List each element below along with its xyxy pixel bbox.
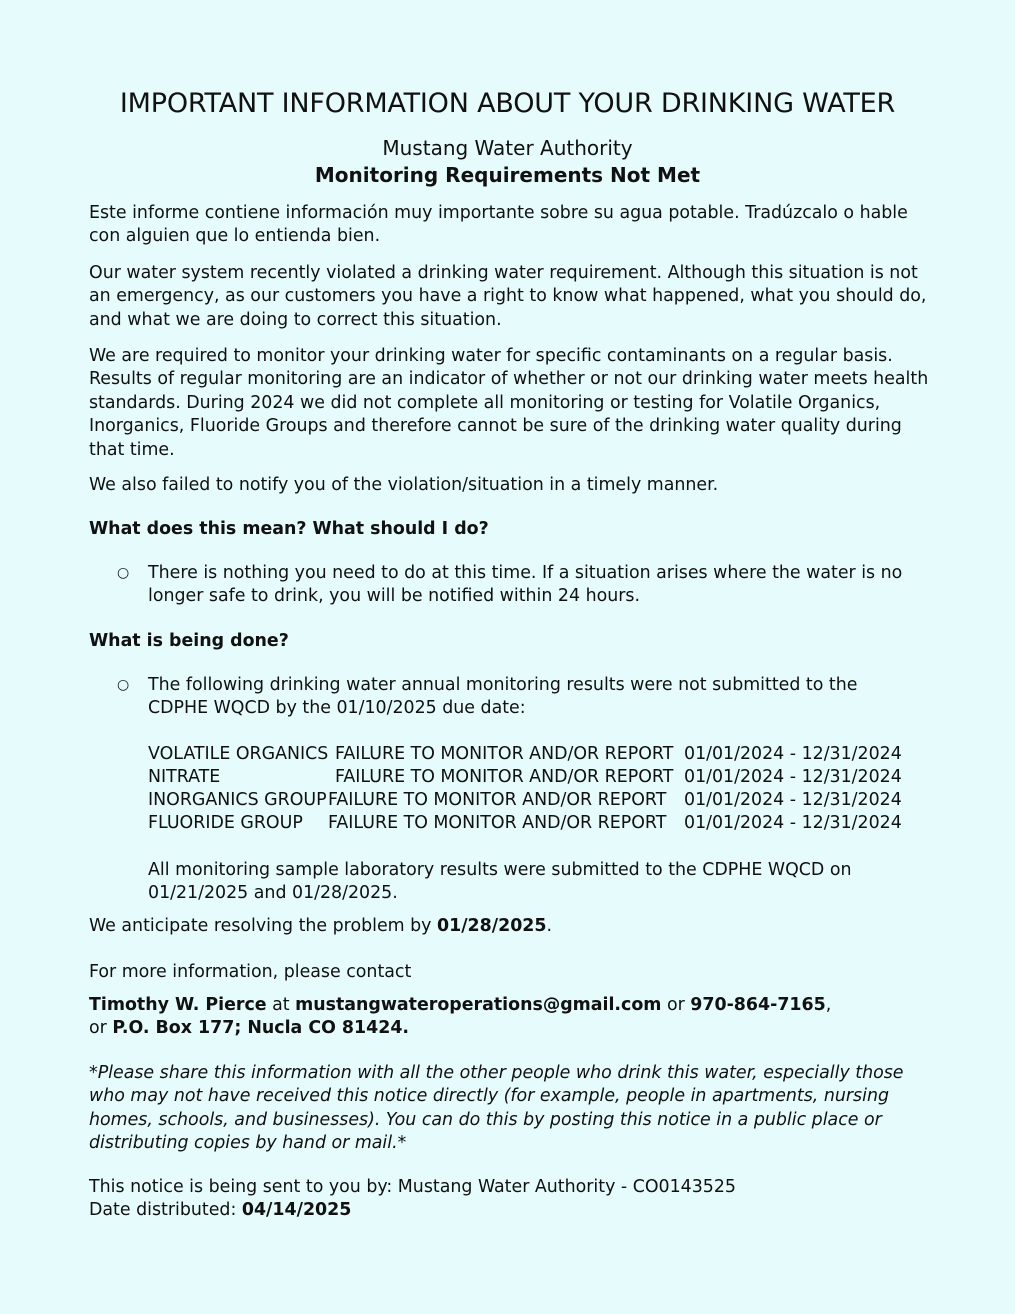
intro-text: Our water system recently violated a drinking water requirement. Although this situation is not an emergency, as our customers you have a right to know what happened, what you should do, and what we are doing to correct this situation.: [89, 263, 927, 330]
contact-intro: For more information, please contact: [89, 962, 412, 982]
violation-row: [148, 767, 928, 790]
contact-name: Timothy W. Pierce: [89, 995, 267, 1015]
notify-paragraph: [89, 474, 929, 497]
contact-address: P.O. Box 177; Nucla CO 81424.: [112, 1018, 410, 1039]
requirement-paragraph: [89, 345, 929, 462]
contact-comma: ,: [825, 995, 832, 1015]
intro-paragraph: [89, 262, 929, 332]
contact-or-second: or: [89, 1018, 113, 1039]
resolve-suffix: .: [546, 916, 553, 936]
resolve-paragraph: [89, 915, 929, 938]
contact-email[interactable]: mustangwateroperations@gmail.com: [295, 995, 662, 1015]
footer-info: [89, 1176, 929, 1223]
violation-group: NITRATE: [148, 767, 221, 787]
violation-type: FAILURE TO MONITOR AND/OR REPORT: [335, 744, 674, 764]
sender-line: This notice is being sent to you by: Mustang Water Authority - CO0143525: [89, 1177, 736, 1197]
section-heading-done: What is being done?: [89, 631, 289, 651]
contact-details: [89, 994, 929, 1041]
submitted-text: All monitoring sample laboratory results were submitted to the CDPHE WQCD on 01/21/2025 and 01/28/2025.: [148, 860, 852, 904]
requirement-text: We are required to monitor your drinking water for specific contaminants on a regular basis. Results of regular monitoring are an indicator of whether or not our drinking water meets health standards. During 2024 we did not complete all monitoring or testing for Volatile Organics, Inorganics, Fluoride Groups and therefore cannot be sure of the drinking water quality during that time.: [89, 346, 929, 460]
violation-type: FAILURE TO MONITOR AND/OR REPORT: [335, 767, 674, 787]
distributed-date: 04/14/2025: [241, 1200, 352, 1221]
bullet-meaning-text: There is nothing you need to do at this time. If a situation arises where the water is no longer safe to drink, you will be notified within 24 hours.: [148, 563, 903, 607]
violation-group: FLUORIDE GROUP: [148, 813, 303, 833]
notice-subtitle: Monitoring Requirements Not Met: [314, 163, 701, 187]
violation-type: FAILURE TO MONITOR AND/OR REPORT: [328, 790, 667, 810]
contact-or: or: [661, 995, 691, 1015]
share-note-text: *Please share this information with all the other people who drink this water, especially those who may not have received this notice directly (for example, people in apartments, nursing homes, schools, and businesses). You can do this by posting this notice in a public place or distributing copies by hand or mail.*: [89, 1063, 904, 1154]
resolve-prefix: We anticipate resolving the problem by: [89, 916, 437, 936]
violation-period: 01/01/2024 - 12/31/2024: [684, 790, 902, 810]
violation-type: FAILURE TO MONITOR AND/OR REPORT: [328, 813, 667, 833]
spanish-notice-text: Este informe contiene información muy importante sobre su agua potable. Tradúzcalo o hable con alguien que lo entienda bien.: [89, 203, 908, 247]
violation-group: VOLATILE ORGANICS: [148, 744, 329, 764]
bullet-done-text: The following drinking water annual monitoring results were not submitted to the CDPHE WQCD by the 01/10/2025 due date:: [148, 675, 858, 719]
violation-row: [148, 813, 928, 836]
violation-group: INORGANICS GROUP: [148, 790, 327, 810]
violation-period: 01/01/2024 - 12/31/2024: [684, 813, 902, 833]
violation-row: [148, 790, 928, 813]
resolve-date: 01/28/2025: [437, 916, 547, 936]
violation-row: [148, 744, 928, 767]
spanish-notice: [89, 202, 929, 249]
contact-phone[interactable]: 970-864-7165: [690, 995, 826, 1015]
violation-period: 01/01/2024 - 12/31/2024: [684, 744, 902, 764]
distributed-label: Date distributed:: [89, 1200, 242, 1221]
organization-name: Mustang Water Authority: [382, 136, 633, 160]
contact-at: at: [266, 995, 296, 1015]
notify-text: We also failed to notify you of the violation/situation in a timely manner.: [89, 475, 719, 495]
page-title: IMPORTANT INFORMATION ABOUT YOUR DRINKING WATER: [119, 88, 896, 119]
bullet-circle-icon: ○: [117, 565, 130, 581]
bullet-circle-icon: ○: [117, 677, 130, 693]
share-note: [89, 1062, 929, 1156]
section-heading-meaning: What does this mean? What should I do?: [89, 519, 489, 539]
violation-period: 01/01/2024 - 12/31/2024: [684, 767, 902, 787]
